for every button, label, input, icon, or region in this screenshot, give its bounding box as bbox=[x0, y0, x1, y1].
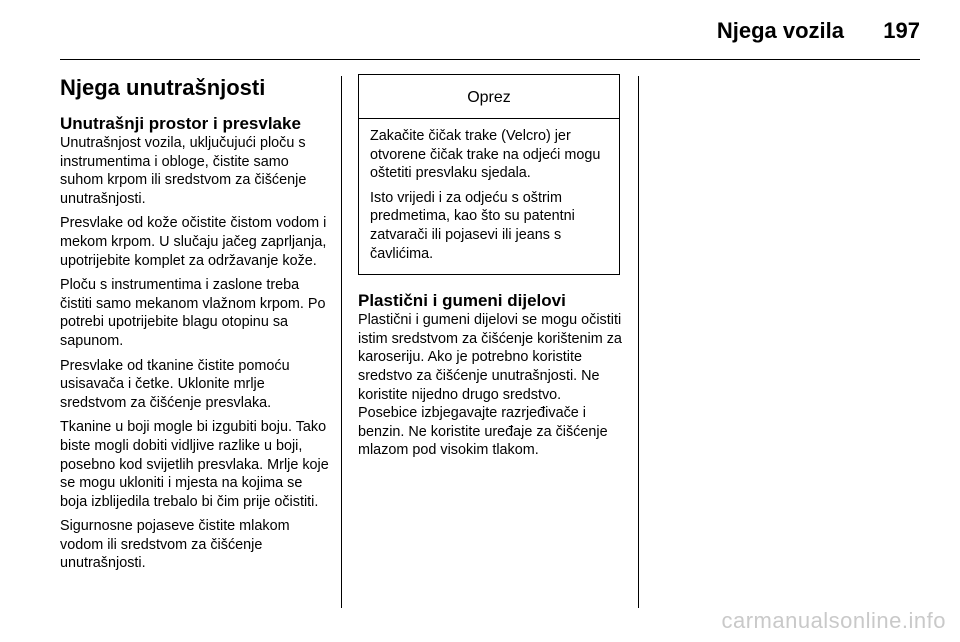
middle-column bbox=[358, 74, 622, 466]
caution-heading: Oprez bbox=[359, 75, 619, 119]
paragraph: Ploču s instrumentima i zaslone treba čistiti samo mekanom vlažnom krpom. Po potrebi upotrijebite blagu otopinu sa sapunom. bbox=[60, 277, 326, 349]
subsection-title-plastic: Plastični i gumeni dijelovi bbox=[358, 291, 566, 311]
page-number: 197 bbox=[883, 18, 920, 43]
caution-paragraph: Isto vrijedi i za odjeću s oštrim predmetima, kao što su patentni zatvarači ili pojasevi ili jeans s čavlićima. bbox=[370, 189, 575, 262]
subsection-title-interior: Unutrašnji prostor i presvlake bbox=[60, 114, 301, 133]
caution-paragraph: Zakačite čičak trake (Velcro) jer otvorene čičak trake na odjeći mogu oštetiti presvlaku sjedala. bbox=[370, 128, 601, 182]
page-header bbox=[0, 0, 960, 60]
column-divider-right bbox=[638, 76, 639, 608]
column-divider-left bbox=[341, 76, 342, 608]
paragraph: Tkanine u boji mogle bi izgubiti boju. Tako biste mogli dobiti vidljive razlike u boji, posebno kod svijetlih presvlaka. Mrlje koje se mogu ukloniti i mjesta na kojima se boja izblijedila trebalo bi čim prije očistiti. bbox=[60, 419, 329, 510]
watermark-text: carmanualsonline.info bbox=[721, 608, 946, 633]
paragraph: Presvlake od kože očistite čistom vodom i mekom krpom. U slučaju jačeg zaprljanja, upotrijebite komplet za održavanje kože. bbox=[60, 215, 327, 269]
section-title: Njega unutrašnjosti bbox=[60, 75, 266, 100]
header-rule bbox=[60, 59, 920, 60]
paragraph: Sigurnosne pojaseve čistite mlakom vodom ili sredstvom za čišćenje unutrašnjosti. bbox=[60, 518, 290, 572]
left-column bbox=[60, 74, 332, 579]
caution-body bbox=[359, 119, 619, 274]
caution-box bbox=[358, 74, 620, 275]
paragraph: Plastični i gumeni dijelovi se mogu očistiti istim sredstvom za čišćenje korištenim za karoseriju. Ako je potrebno koristite sredstvo za čišćenje unutrašnjosti. Ne koristite nijedno drugo sredstvo. Posebice izbjegavajte razrjeđivače i benzin. Ne koristite uređaje za čišćenje mlazom pod visokim tlakom. bbox=[358, 312, 622, 459]
paragraph: Unutrašnjost vozila, uključujući ploču s instrumentima i obloge, čistite samo suhom krpom ili sredstvom za čišćenje unutrašnjosti. bbox=[60, 135, 307, 207]
paragraph: Presvlake od tkanine čistite pomoću usisavača i četke. Uklonite mrlje sredstvom za čišćenje presvlaka. bbox=[60, 357, 290, 411]
running-title: Njega vozila bbox=[716, 18, 844, 43]
